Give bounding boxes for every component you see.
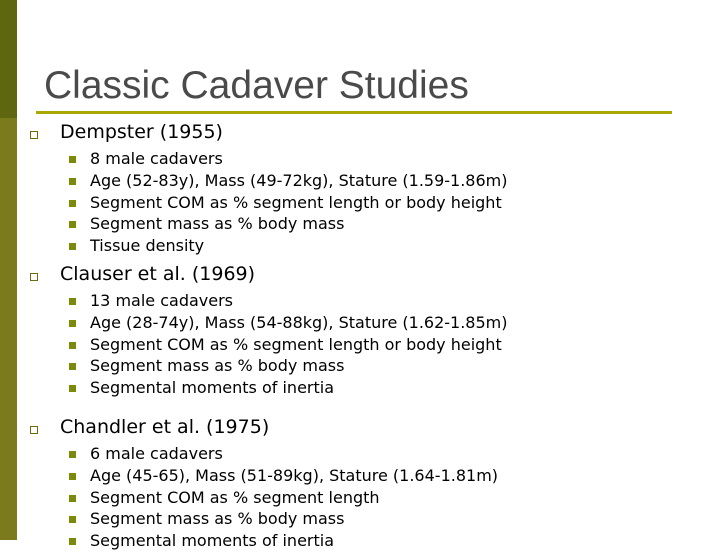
list-item-text: Segment mass as % body mass <box>90 214 345 234</box>
filled-square-bullet-icon <box>69 320 76 327</box>
filled-square-bullet-icon <box>69 221 76 228</box>
list-item-text: 13 male cadavers <box>90 291 233 310</box>
filled-square-bullet-icon <box>69 178 76 185</box>
title-underline <box>36 111 672 114</box>
list-item-text: Segment COM as % segment length <box>90 487 380 507</box>
filled-square-bullet-icon <box>69 538 76 545</box>
section-heading: Dempster (1955) <box>60 121 223 143</box>
filled-square-bullet-icon <box>69 516 76 523</box>
section-chandler <box>0 413 720 551</box>
filled-square-bullet-icon <box>69 385 76 392</box>
list-item-text: Segment COM as % segment length or body height <box>90 192 502 212</box>
list-item-text: Age (52-83y), Mass (49-72kg), Stature (1.59-1.86m) <box>90 170 508 190</box>
square-bullet-icon <box>30 273 38 281</box>
list-item-text: Segment mass as % body mass <box>90 509 345 529</box>
filled-square-bullet-icon <box>69 200 76 207</box>
slide-title: Classic Cadaver Studies <box>44 64 469 107</box>
list-item-text: Age (45-65), Mass (51-89kg), Stature (1.64-1.81m) <box>90 465 499 485</box>
filled-square-bullet-icon <box>69 156 76 163</box>
left-accent-top-band <box>0 0 17 118</box>
filled-square-bullet-icon <box>69 495 76 502</box>
filled-square-bullet-icon <box>69 473 76 480</box>
list-item-text: 6 male cadavers <box>90 444 223 463</box>
section-dempster <box>0 118 720 258</box>
square-bullet-icon <box>30 131 38 139</box>
list-item-text: Segment mass as % body mass <box>90 356 345 376</box>
list-item-text: Tissue density <box>90 236 205 256</box>
list-item-text: Age (28-74y), Mass (54-88kg), Stature (1.62-1.85m) <box>90 312 508 332</box>
filled-square-bullet-icon <box>69 363 76 370</box>
filled-square-bullet-icon <box>69 451 76 458</box>
section-heading: Chandler et al. (1975) <box>60 416 270 438</box>
list-item-text: Segmental moments of inertia <box>90 378 335 398</box>
filled-square-bullet-icon <box>69 243 76 250</box>
list-item-text: 8 male cadavers <box>90 149 223 168</box>
square-bullet-icon <box>30 426 38 434</box>
section-heading: Clauser et al. (1969) <box>60 263 256 285</box>
list-item-text: Segment COM as % segment length or body height <box>90 334 502 354</box>
filled-square-bullet-icon <box>69 342 76 349</box>
section-clauser <box>0 260 720 400</box>
filled-square-bullet-icon <box>69 298 76 305</box>
list-item-text: Segmental moments of inertia <box>90 531 335 551</box>
